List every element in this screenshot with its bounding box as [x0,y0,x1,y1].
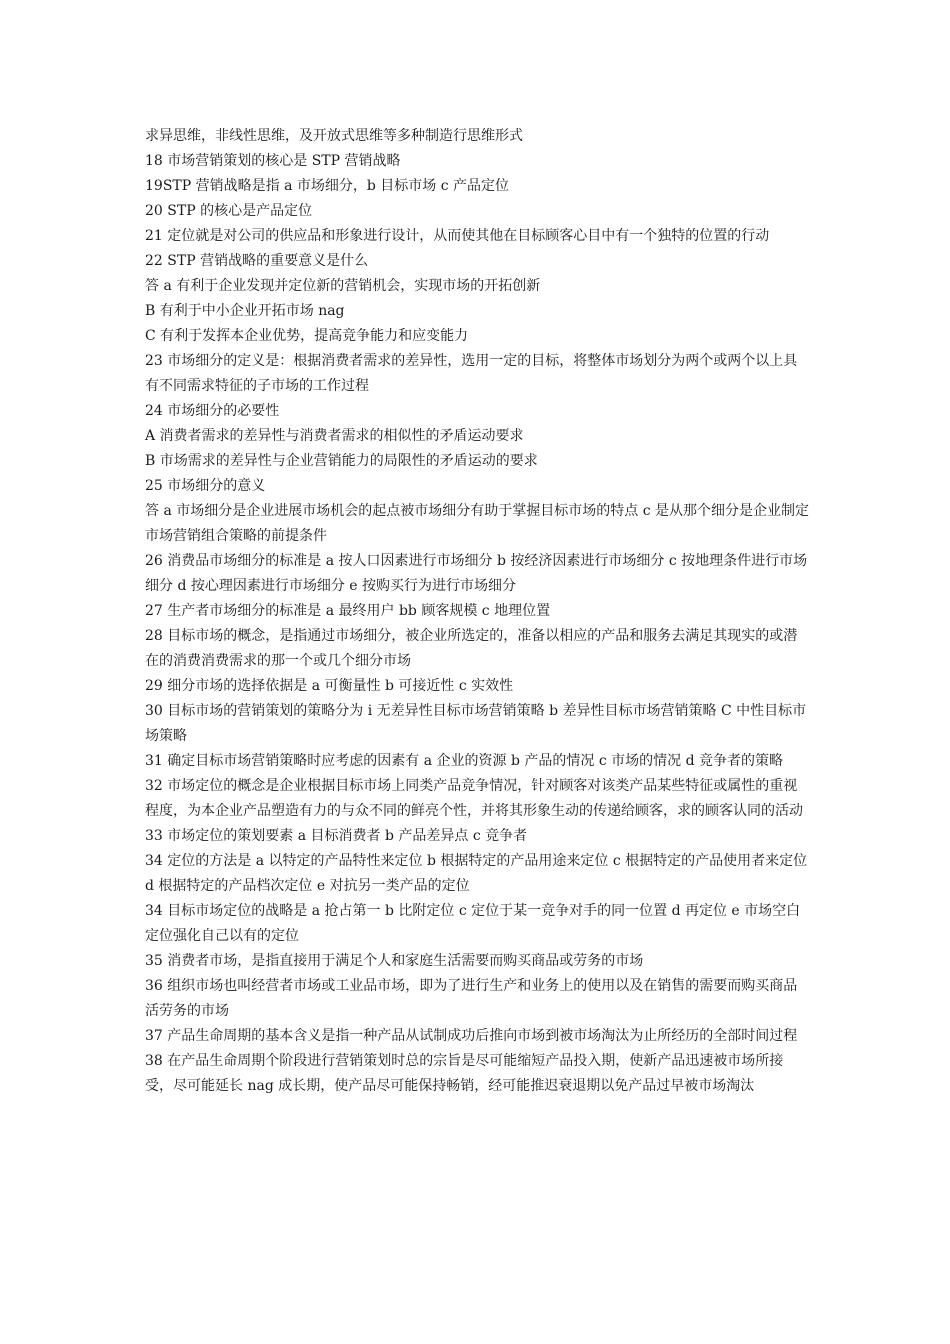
text-line: 29 细分市场的选择依据是 a 可衡量性 b 可接近性 c 实效性 [145,678,514,694]
text-line: 35 消费者市场，是指直接用于满足个人和家庭生活需要而购买商品或劳务的市场 [145,953,644,969]
text-line: 24 市场细分的必要性 [145,403,280,419]
text-line: 37 产品生命周期的基本含义是指一种产品从试制成功后推向市场到被市场淘汰为止所经历的全部时间过程 [145,1028,798,1044]
text-line: 答 a 有利于企业发现并定位新的营销机会，实现市场的开拓创新 [145,278,541,294]
text-line: 38 在产品生命周期个阶段进行营销策划时总的宗旨是尽可能缩短产品投入期，使新产品迅速被市场所接受，尽可能延长 nag 成长期，使产品尽可能保持畅销，经可能推迟衰退期以免产品过早被市场淘汰 [145,1053,784,1094]
text-line: 答 a 市场细分是企业进展市场机会的起点被市场细分有助于掌握目标市场的特点 c 是从那个细分是企业制定市场营销组合策略的前提条件 [145,503,809,544]
text-line: 23 市场细分的定义是：根据消费者需求的差异性，选用一定的目标，将整体市场划分为两个或两个以上具有不同需求特征的子市场的工作过程 [145,353,798,394]
document-body [145,124,809,1099]
text-line: 34 定位的方法是 a 以特定的产品特性来定位 b 根据特定的产品用途来定位 c 根据特定的产品使用者来定位 d 根据特定的产品档次定位 e 对抗另一类产品的定位 [145,853,808,894]
text-line: 28 目标市场的概念，是指通过市场细分，被企业所选定的，准备以相应的产品和服务去满足其现实的或潜在的消费消费需求的那一个或几个细分市场 [145,628,798,669]
text-line: 22 STP 营销战略的重要意义是什么 [145,253,369,269]
text-line: 求异思维，非线性思维，及开放式思维等多种制造行思维形式 [145,128,523,144]
text-line: 26 消费品市场细分的标准是 a 按人口因素进行市场细分 b 按经济因素进行市场细分 c 按地理条件进行市场细分 d 按心理因素进行市场细分 e 按购买行为进行市场细分 [145,553,808,594]
text-line: 31 确定目标市场营销策略时应考虑的因素有 a 企业的资源 b 产品的情况 c 市场的情况 d 竞争者的策略 [145,753,783,769]
text-line: 25 市场细分的意义 [145,478,266,494]
text-line: 27 生产者市场细分的标准是 a 最终用户 bb 顾客规模 c 地理位置 [145,603,551,619]
text-line: 19STP 营销战略是指 a 市场细分，b 目标市场 c 产品定位 [145,178,510,194]
text-line: B 市场需求的差异性与企业营销能力的局限性的矛盾运动的要求 [145,453,538,469]
text-line: A 消费者需求的差异性与消费者需求的相似性的矛盾运动要求 [145,428,524,444]
text-line: 18 市场营销策划的核心是 STP 营销战略 [145,153,401,169]
text-line: 34 目标市场定位的战略是 a 抢占第一 b 比附定位 c 定位于某一竞争对手的同一位置 d 再定位 e 市场空白定位强化自己以有的定位 [145,903,801,944]
text-line: 36 组织市场也叫经营者市场或工业品市场，即为了进行生产和业务上的使用以及在销售的需要而购买商品活劳务的市场 [145,978,798,1019]
text-line: 33 市场定位的策划要素 a 目标消费者 b 产品差异点 c 竞争者 [145,828,528,844]
text-line: C 有利于发挥本企业优势，提高竞争能力和应变能力 [145,328,469,344]
text-line: 32 市场定位的概念是企业根据目标市场上同类产品竞争情况，针对顾客对该类产品某些特征或属性的重视程度，为本企业产品塑造有力的与众不同的鲜亮个性，并将其形象生动的传递给顾客，求的顾客认同的活动 [145,778,803,819]
text-line: 21 定位就是对公司的供应品和形象进行设计，从而使其他在目标顾客心目中有一个独特的位置的行动 [145,228,770,244]
text-line: 20 STP 的核心是产品定位 [145,203,313,219]
text-line: 30 目标市场的营销策划的策略分为 i 无差异性目标市场营销策略 b 差异性目标市场营销策略 C 中性目标市场策略 [145,703,807,744]
text-line: B 有利于中小企业开拓市场 nag [145,303,345,319]
